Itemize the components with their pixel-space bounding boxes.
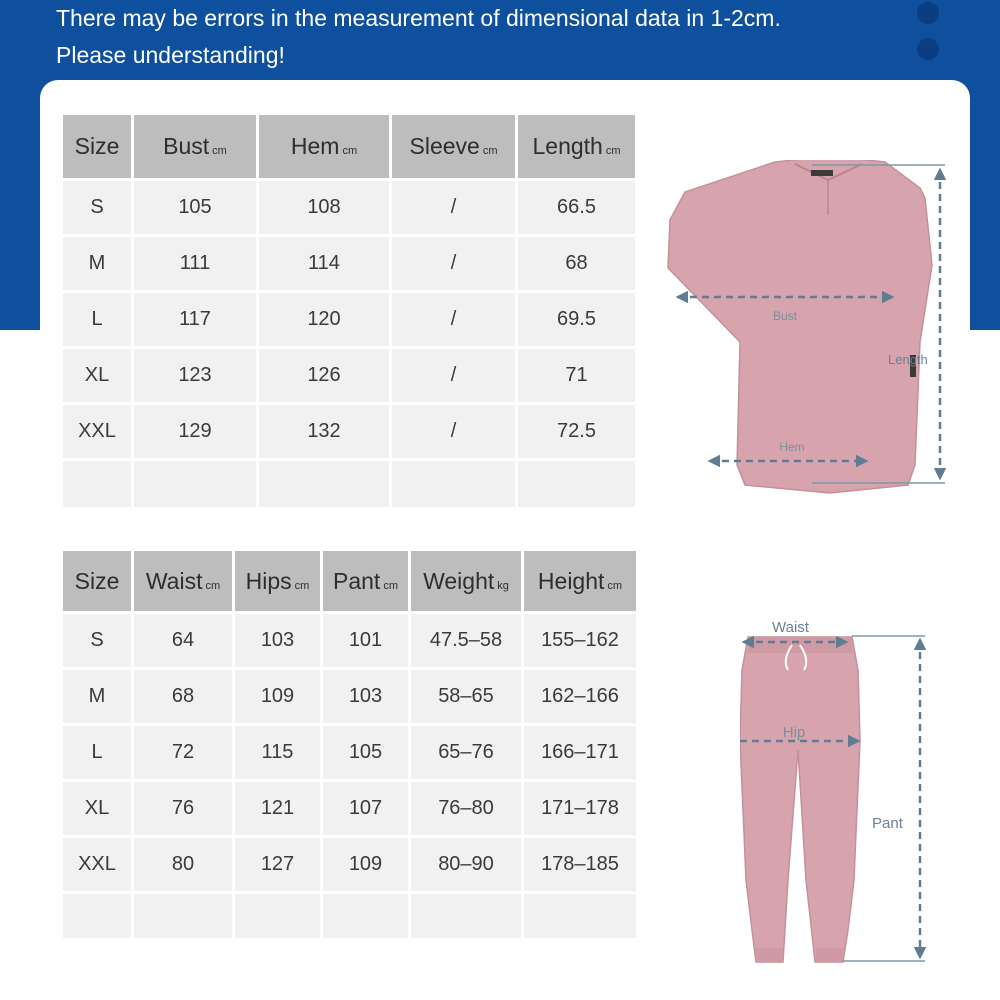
table-cell: XL	[63, 349, 131, 402]
table-cell: /	[392, 405, 515, 458]
table-cell: 126	[259, 349, 389, 402]
scrub-pants-diagram	[740, 605, 970, 980]
table-cell: 76–80	[411, 782, 521, 835]
table-cell: 166–171	[524, 726, 636, 779]
table-cell: 58–65	[411, 670, 521, 723]
table-cell: 68	[134, 670, 232, 723]
header-pant: Pant cm	[323, 551, 408, 611]
table-cell: 115	[235, 726, 320, 779]
empty-cell	[259, 461, 389, 507]
table-cell: /	[392, 237, 515, 290]
header-hem: Hem cm	[259, 115, 389, 178]
table-cell: L	[63, 726, 131, 779]
table-cell: 107	[323, 782, 408, 835]
table-row	[63, 237, 635, 290]
decorative-dot	[917, 38, 939, 60]
table-cell: 111	[134, 237, 256, 290]
table-cell: M	[63, 670, 131, 723]
table-cell: 64	[134, 614, 232, 667]
header-sleeve: Sleeve cm	[392, 115, 515, 178]
header-bust: Bust cm	[134, 115, 256, 178]
notice-line-2: Please understanding!	[56, 42, 285, 68]
table-header-row	[63, 115, 635, 178]
table-cell: 155–162	[524, 614, 636, 667]
empty-cell	[411, 894, 521, 938]
table-cell: 80	[134, 838, 232, 891]
right-cuff	[816, 948, 843, 962]
bust-label: Bust	[772, 309, 798, 323]
table-cell: 109	[323, 838, 408, 891]
table-cell: 127	[235, 838, 320, 891]
waist-label: Waist	[772, 619, 809, 636]
table-cell: /	[392, 181, 515, 234]
empty-cell	[323, 894, 408, 938]
table-cell: /	[392, 293, 515, 346]
table-cell: 171–178	[524, 782, 636, 835]
header-weight: Weight kg	[411, 551, 521, 611]
neck-tag	[811, 170, 833, 176]
size-chart-card	[40, 80, 970, 980]
empty-cell	[518, 461, 635, 507]
pants-shape	[740, 637, 860, 962]
empty-cell	[63, 894, 131, 938]
empty-cell	[392, 461, 515, 507]
table-cell: 72.5	[518, 405, 635, 458]
top-size-table	[60, 112, 638, 510]
header-size: Size	[63, 551, 131, 611]
header-length: Length cm	[518, 115, 635, 178]
length-label: Length	[888, 352, 928, 367]
table-cell: 117	[134, 293, 256, 346]
notice-line-1: There may be errors in the measurement of dimensional data in 1-2cm.	[56, 5, 781, 31]
table-cell: 103	[235, 614, 320, 667]
table-cell: XXL	[63, 838, 131, 891]
table-cell: 123	[134, 349, 256, 402]
table-cell: 65–76	[411, 726, 521, 779]
table-cell: 120	[259, 293, 389, 346]
table-header-row	[63, 551, 636, 611]
table-cell: 109	[235, 670, 320, 723]
table-cell: 80–90	[411, 838, 521, 891]
table-row	[63, 726, 636, 779]
table-cell: XXL	[63, 405, 131, 458]
left-cuff	[756, 948, 783, 962]
table-cell: 71	[518, 349, 635, 402]
table-cell: S	[63, 614, 131, 667]
empty-row	[63, 461, 635, 507]
pant-label: Pant	[872, 815, 903, 832]
bottom-size-table	[60, 548, 639, 941]
table-cell: 114	[259, 237, 389, 290]
header-hips: Hips cm	[235, 551, 320, 611]
table-cell: XL	[63, 782, 131, 835]
header-size: Size	[63, 115, 131, 178]
table-row	[63, 838, 636, 891]
empty-row	[63, 894, 636, 938]
table-cell: M	[63, 237, 131, 290]
table-cell: 103	[323, 670, 408, 723]
table-row	[63, 670, 636, 723]
table-cell: L	[63, 293, 131, 346]
hem-label: Hem	[779, 440, 805, 454]
table-cell: 47.5–58	[411, 614, 521, 667]
empty-cell	[63, 461, 131, 507]
empty-cell	[134, 461, 256, 507]
table-cell: 162–166	[524, 670, 636, 723]
empty-cell	[134, 894, 232, 938]
table-cell: 66.5	[518, 181, 635, 234]
table-cell: 69.5	[518, 293, 635, 346]
table-cell: 101	[323, 614, 408, 667]
table-cell: 72	[134, 726, 232, 779]
header-height: Height cm	[524, 551, 636, 611]
table-cell: 178–185	[524, 838, 636, 891]
table-cell: 105	[323, 726, 408, 779]
table-cell: 121	[235, 782, 320, 835]
decorative-dot	[917, 2, 939, 24]
empty-cell	[524, 894, 636, 938]
table-cell: 105	[134, 181, 256, 234]
table-cell: 76	[134, 782, 232, 835]
header-waist: Waist cm	[134, 551, 232, 611]
table-cell: /	[392, 349, 515, 402]
table-row	[63, 614, 636, 667]
empty-cell	[235, 894, 320, 938]
table-cell: 68	[518, 237, 635, 290]
table-row	[63, 181, 635, 234]
table-row	[63, 405, 635, 458]
table-row	[63, 349, 635, 402]
table-cell: 108	[259, 181, 389, 234]
table-cell: 129	[134, 405, 256, 458]
table-cell: 132	[259, 405, 389, 458]
scrub-top-diagram	[660, 160, 970, 580]
table-row	[63, 782, 636, 835]
measurement-notice	[56, 0, 781, 74]
table-row	[63, 293, 635, 346]
table-cell: S	[63, 181, 131, 234]
hip-label: Hip	[782, 724, 806, 741]
